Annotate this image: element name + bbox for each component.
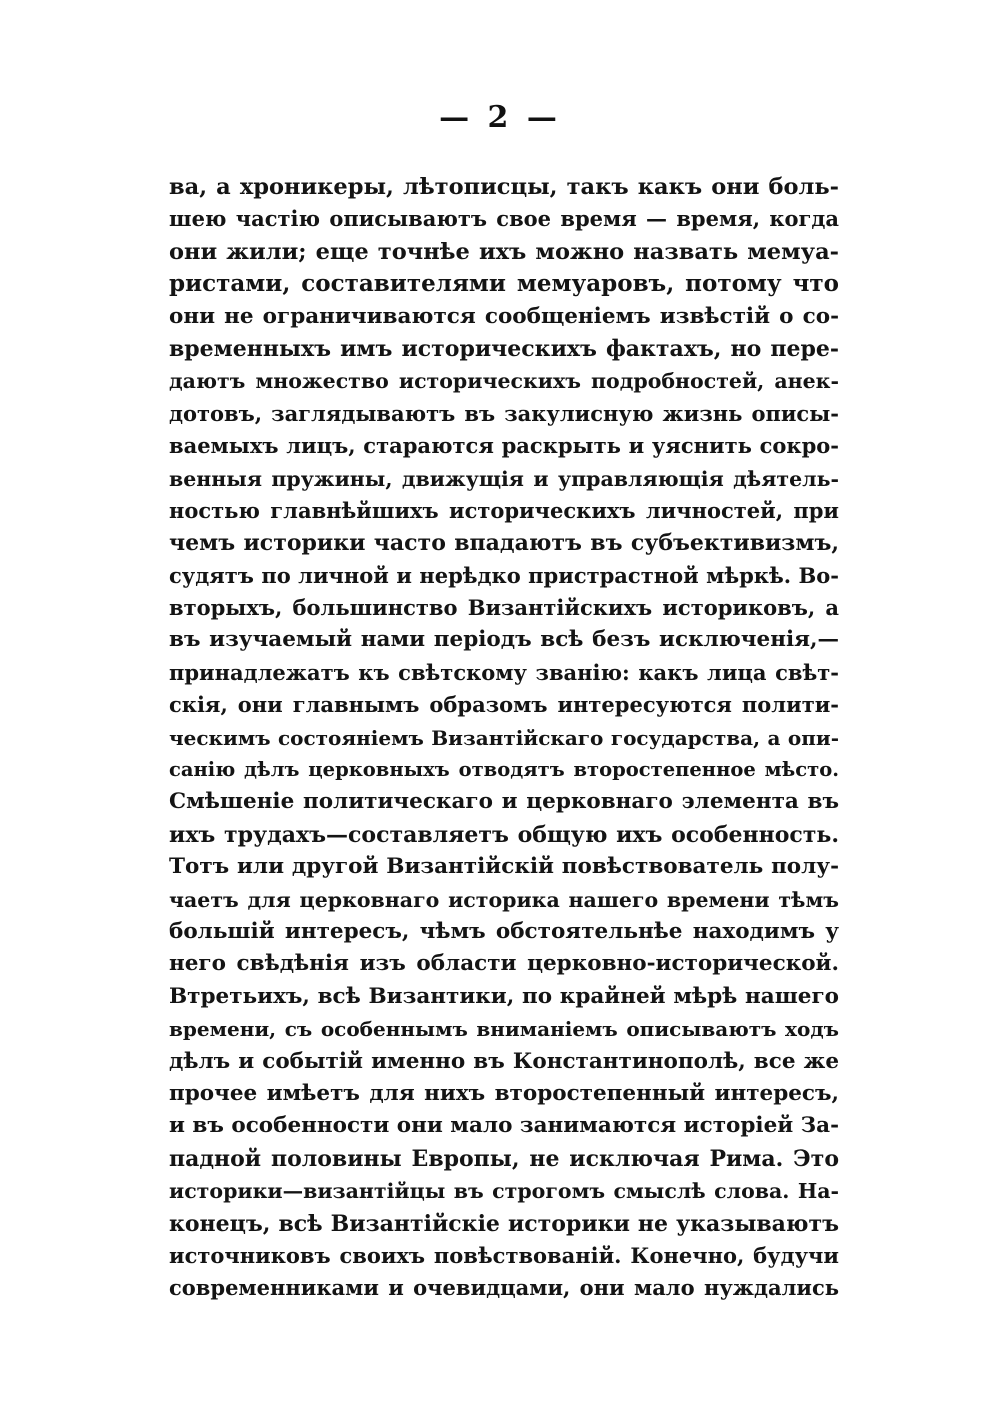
text-line: чаетъ для церковнаго историка нашего времени тѣмъ: [169, 887, 839, 912]
page-number: — 2 —: [439, 100, 561, 135]
text-line: современниками и очевидцами, они мало нуждались: [169, 1275, 839, 1301]
text-line: Втретьихъ, всѣ Византики, по крайней мѣрѣ нашего: [169, 983, 839, 1009]
text-line: ностью главнѣйшихъ историческихъ личностей, при: [169, 497, 839, 523]
text-line: чемъ историки часто впадаютъ въ субъективизмъ,: [169, 530, 839, 557]
text-line: венныя пружины, движущія и управляющія дѣятель-: [169, 466, 839, 491]
text-line: источниковъ своихъ повѣствованій. Конечно, будучи: [169, 1242, 839, 1268]
text-line: скія, они главнымъ образомъ интересуются полити-: [169, 692, 839, 718]
text-line: принадлежатъ къ свѣтскому званію: какъ лица свѣт-: [169, 659, 839, 685]
text-line: Тотъ или другой Византійскій повѣствователь полу-: [169, 854, 839, 880]
text-line: Смѣшеніе политическаго и церковнаго элемента въ: [169, 789, 839, 815]
text-line: шею частію описываютъ свое время — время, когда: [169, 206, 839, 232]
text-line: падной половины Европы, не исключая Рима. Это: [169, 1145, 839, 1172]
text-line: они жили; еще точнѣе ихъ можно назвать мемуа-: [169, 238, 839, 265]
text-line: прочее имѣетъ для нихъ второстепенный интересъ,: [169, 1080, 839, 1106]
text-line: ваемыхъ лицъ, стараются раскрыть и уяснить сокро-: [169, 433, 839, 459]
text-line: дотовъ, заглядываютъ въ закулисную жизнь описы-: [169, 400, 839, 426]
text-line: вторыхъ, большинство Византійскихъ историковъ, а: [169, 595, 839, 621]
text-line: въ изучаемый нами періодъ всѣ безъ исключенія,—: [169, 627, 839, 653]
text-line: дѣлъ и событій именно въ Константинополѣ, все же: [169, 1048, 839, 1074]
text-line: него свѣдѣнія изъ области церковно-исторической.: [169, 951, 839, 977]
text-line: временныхъ имъ историческихъ фактахъ, но пере-: [169, 335, 839, 362]
text-line: времени, съ особеннымъ вниманіемъ описываютъ ходъ: [169, 1017, 839, 1042]
text-line: судятъ по личной и нерѣдко пристрастной мѣркѣ. Во-: [169, 562, 839, 588]
body-text: [169, 171, 839, 1305]
text-line: конецъ, всѣ Византійскіе историки не указываютъ: [169, 1210, 839, 1237]
text-line: ристами, составителями мемуаровъ, потому что: [169, 270, 839, 298]
text-line: историки—византійцы въ строгомъ смыслѣ слова. На-: [169, 1179, 839, 1204]
text-line: ческимъ состояніемъ Византійскаго государства, а опи-: [169, 725, 839, 750]
text-line: и въ особенности они мало занимаются исторіей За-: [169, 1113, 839, 1139]
text-line: большій интересъ, чѣмъ обстоятельнѣе находимъ у: [169, 918, 839, 944]
text-line: они не ограничиваются сообщеніемъ извѣстій о со-: [169, 303, 839, 329]
text-line: ва, а хроникеры, лѣтописцы, такъ какъ они боль-: [169, 174, 839, 200]
text-line: даютъ множество историческихъ подробностей, анек-: [169, 369, 839, 394]
text-line: санію дѣлъ церковныхъ отводятъ второстепенное мѣсто.: [169, 758, 839, 782]
text-line: ихъ трудахъ—составляетъ общую ихъ особенность.: [169, 821, 839, 848]
